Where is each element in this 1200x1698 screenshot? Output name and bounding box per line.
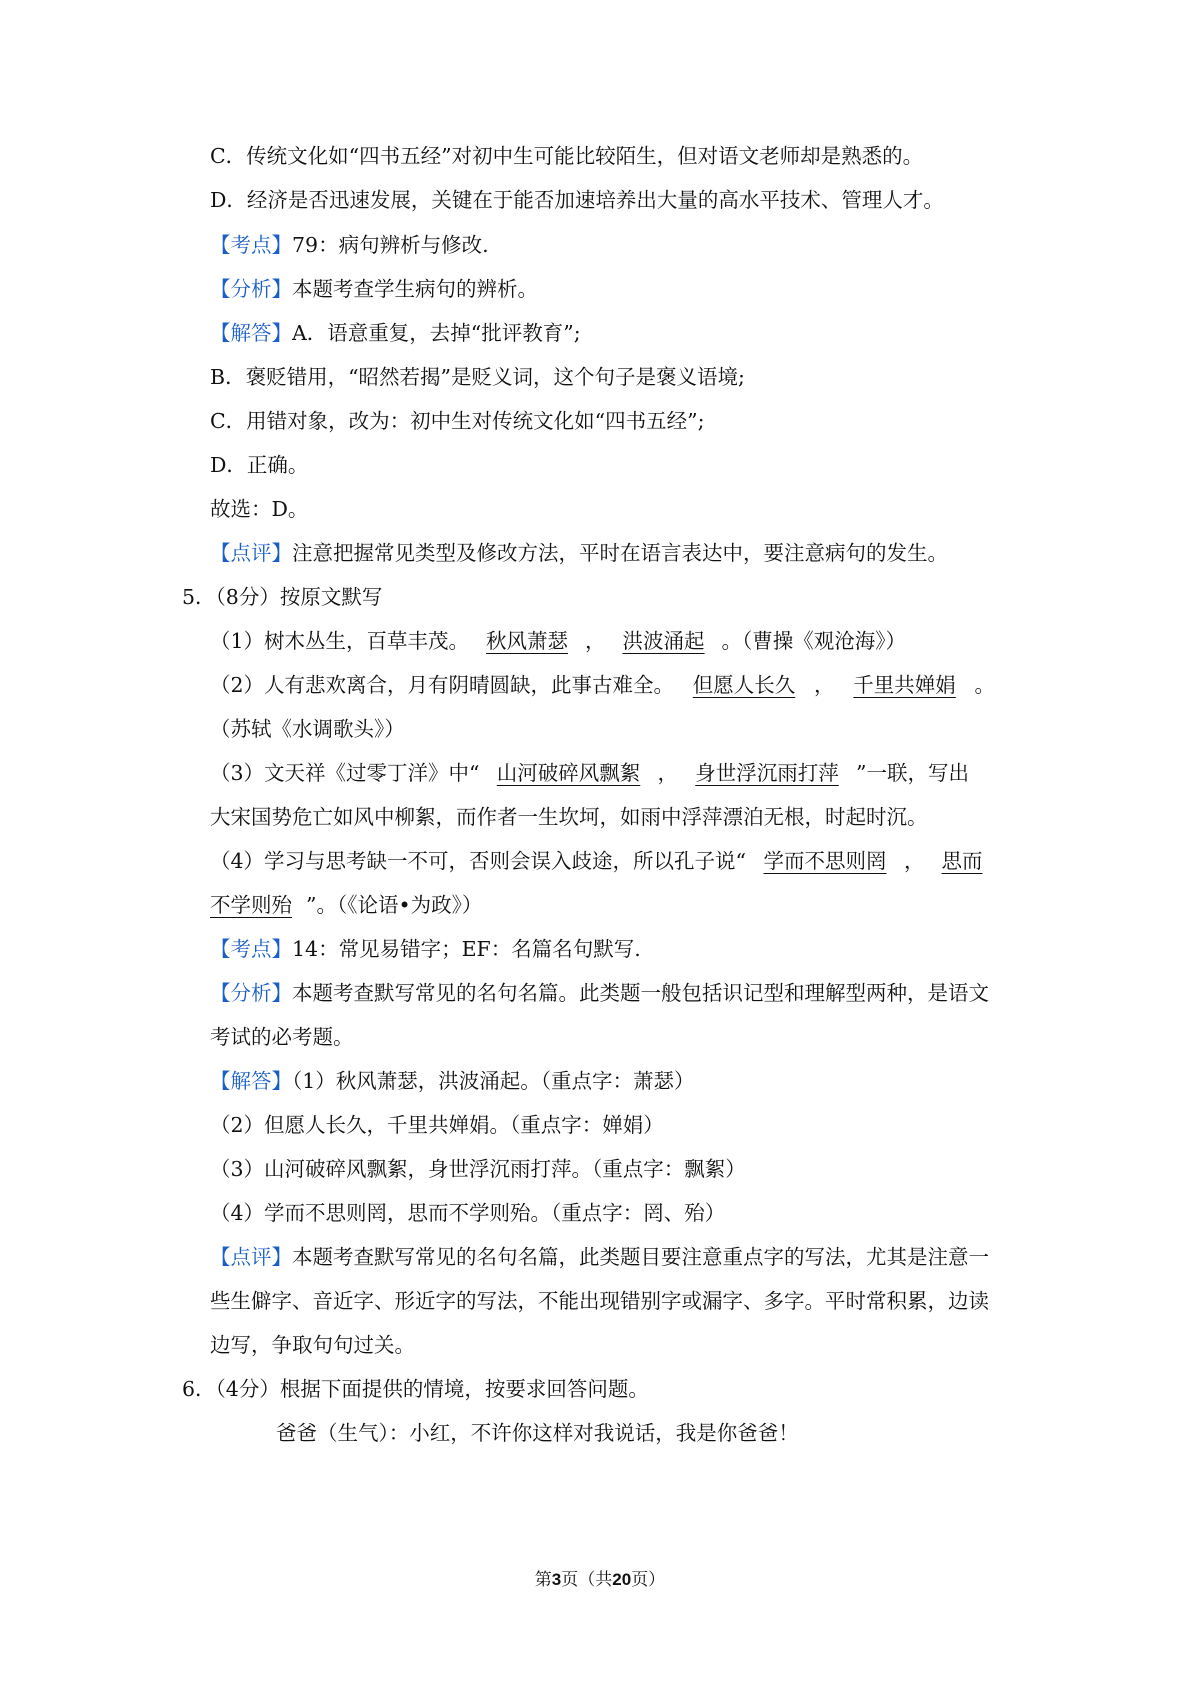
q4-guxuan — [210, 494, 1030, 524]
q5-item-3-cont — [210, 802, 1030, 832]
q5-item-4-cont — [210, 890, 1030, 920]
dianping-tag: 【点评】 — [210, 1245, 292, 1269]
q4-option-c-text: C．传统文化如“四书五经”对初中生可能比较陌生，但对语文老师却是熟悉的。 — [210, 144, 924, 168]
guxuan-text: 故选：D。 — [210, 497, 309, 521]
q4-jieda — [210, 318, 1030, 348]
q5-dianping — [210, 1242, 1030, 1272]
kaodian-tag: 【考点】 — [210, 937, 292, 961]
q5-item-2-source — [210, 714, 1030, 744]
q6-heading-text: 6．（4分）根据下面提供的情境，按要求回答问题。 — [182, 1377, 649, 1401]
q5-item4-sep: ， — [904, 849, 925, 873]
page-footer — [0, 1568, 1200, 1592]
q5-dianping-cont-2 — [210, 1330, 1030, 1360]
answer-blank: 山河破碎风飘絮 — [496, 761, 641, 785]
q5-kaodian — [210, 934, 1030, 964]
jieda-3-text: （3）山河破碎风飘絮，身世浮沉雨打萍。（重点字：飘絮） — [210, 1157, 746, 1181]
q5-item4-pre: （4）学习与思考缺一不可，否则会误入歧途，所以孔子说“ — [210, 849, 747, 873]
q5-item2-pre: （2）人有悲欢离合，月有阴晴圆缺，此事古难全。 — [210, 673, 675, 697]
jieda-tag: 【解答】 — [210, 1069, 292, 1093]
q5-item3-line2: 大宋国势危亡如风中柳絮，而作者一生坎坷，如雨中浮萍漂泊无根，时起时沉。 — [210, 805, 928, 829]
q4-option-d — [210, 185, 1030, 215]
answer-blank: 不学则殆 — [210, 893, 292, 917]
jieda-b-text: B．褒贬错用，“昭然若揭”是贬义词，这个句子是褒义语境; — [210, 365, 745, 389]
footer-suffix: 页） — [631, 1570, 666, 1590]
q4-jieda-d — [210, 450, 1030, 480]
kaodian-tag: 【考点】 — [210, 233, 292, 257]
q4-kaodian — [210, 230, 1030, 260]
footer-page-number: 3 — [551, 1570, 562, 1589]
answer-blank: 秋风萧瑟 — [486, 629, 569, 653]
q4-jieda-c — [210, 406, 1030, 436]
dianping-text-cont1: 些生僻字、音近字、形近字的写法，不能出现错别字或漏字、多字。平时常积累，边读 — [210, 1289, 989, 1313]
q5-item2-sep: ， — [814, 673, 835, 697]
q4-fenxi — [210, 274, 1030, 304]
answer-blank: 但愿人长久 — [692, 673, 796, 697]
q5-jieda-3 — [210, 1154, 1030, 1184]
jieda-1: （1）秋风萧瑟，洪波涌起。（重点字：萧瑟） — [292, 1069, 695, 1093]
jieda-tag: 【解答】 — [210, 321, 292, 345]
q5-item1-pre: （1）树木丛生，百草丰茂。 — [210, 629, 470, 653]
q5-item3-sep: ， — [657, 761, 679, 785]
q5-item-3 — [210, 758, 1030, 788]
q5-item3-post: ”一联，写出 — [856, 761, 970, 785]
q5-item2-source-text: （苏轼《水调歌头》） — [210, 717, 405, 741]
q5-item1-post: 。（曹操《观沧海》） — [721, 629, 907, 653]
q5-fenxi — [210, 978, 1030, 1008]
q5-heading — [182, 582, 1002, 612]
q4-dianping — [210, 538, 1030, 568]
q5-jieda — [210, 1066, 1030, 1096]
answer-blank: 学而不思则罔 — [763, 849, 887, 873]
footer-middle: 页（共 — [561, 1570, 613, 1590]
jieda-4-text: （4）学而不思则罔，思而不学则殆。（重点字：罔、殆） — [210, 1201, 726, 1225]
jieda-c-text: C．用错对象，改为：初中生对传统文化如“四书五经”; — [210, 409, 705, 433]
dianping-tag: 【点评】 — [210, 541, 292, 565]
dianping-text: 本题考查默写常见的名句名篇，此类题目要注意重点字的写法，尤其是注意一 — [292, 1245, 989, 1269]
answer-blank: 身世浮沉雨打萍 — [695, 761, 839, 785]
q5-item-2 — [210, 670, 1030, 700]
q5-item-4 — [210, 846, 1030, 876]
dianping-text: 注意把握常见类型及修改方法，平时在语言表达中，要注意病句的发生。 — [292, 541, 948, 565]
fenxi-tag: 【分析】 — [210, 981, 292, 1005]
kaodian-text: 79：病句辨析与修改. — [292, 233, 489, 257]
answer-blank: 千里共婵娟 — [853, 673, 956, 697]
jieda-d-text: D．正确。 — [210, 453, 309, 477]
fenxi-text-cont: 考试的必考题。 — [210, 1025, 354, 1049]
q5-heading-text: 5．（8分）按原文默写 — [182, 585, 383, 609]
q4-jieda-b — [210, 362, 1030, 392]
footer-total-pages: 20 — [612, 1570, 632, 1589]
q4-option-d-text: D．经济是否迅速发展，关键在于能否加速培养出大量的高水平技术、管理人才。 — [210, 188, 944, 212]
q5-item1-sep: ， — [585, 629, 606, 653]
dianping-text-cont2: 边写，争取句句过关。 — [210, 1333, 415, 1357]
footer-prefix: 第 — [534, 1570, 552, 1590]
q5-item2-post: 。 — [974, 673, 996, 697]
q5-jieda-4 — [210, 1198, 1030, 1228]
jieda-a: A．语意重复，去掉“批评教育”; — [292, 321, 581, 345]
q5-fenxi-cont — [210, 1022, 1030, 1052]
fenxi-text: 本题考查默写常见的名句名篇。此类题一般包括识记型和理解型两种，是语文 — [292, 981, 989, 1005]
answer-blank: 思而 — [941, 849, 983, 873]
answer-blank: 洪波涌起 — [622, 629, 705, 653]
fenxi-text: 本题考查学生病句的辨析。 — [292, 277, 538, 301]
kaodian-text: 14：常见易错字；EF：名篇名句默写. — [292, 937, 641, 961]
q5-dianping-cont-1 — [210, 1286, 1030, 1316]
q6-heading — [182, 1374, 1002, 1404]
q4-option-c — [210, 141, 1030, 171]
q5-item-1 — [210, 626, 1030, 656]
q6-dialogue — [276, 1418, 1096, 1448]
jieda-2-text: （2）但愿人长久，千里共婵娟。（重点字：婵娟） — [210, 1113, 664, 1137]
q6-dialogue-text: 爸爸（生气）：小红，不许你这样对我说话，我是你爸爸！ — [276, 1421, 799, 1445]
fenxi-tag: 【分析】 — [210, 277, 292, 301]
q5-jieda-2 — [210, 1110, 1030, 1140]
q5-item3-pre: （3）文天祥《过零丁洋》中“ — [210, 761, 480, 785]
q5-item4-post: ”。（《论语•为政》） — [306, 893, 483, 917]
